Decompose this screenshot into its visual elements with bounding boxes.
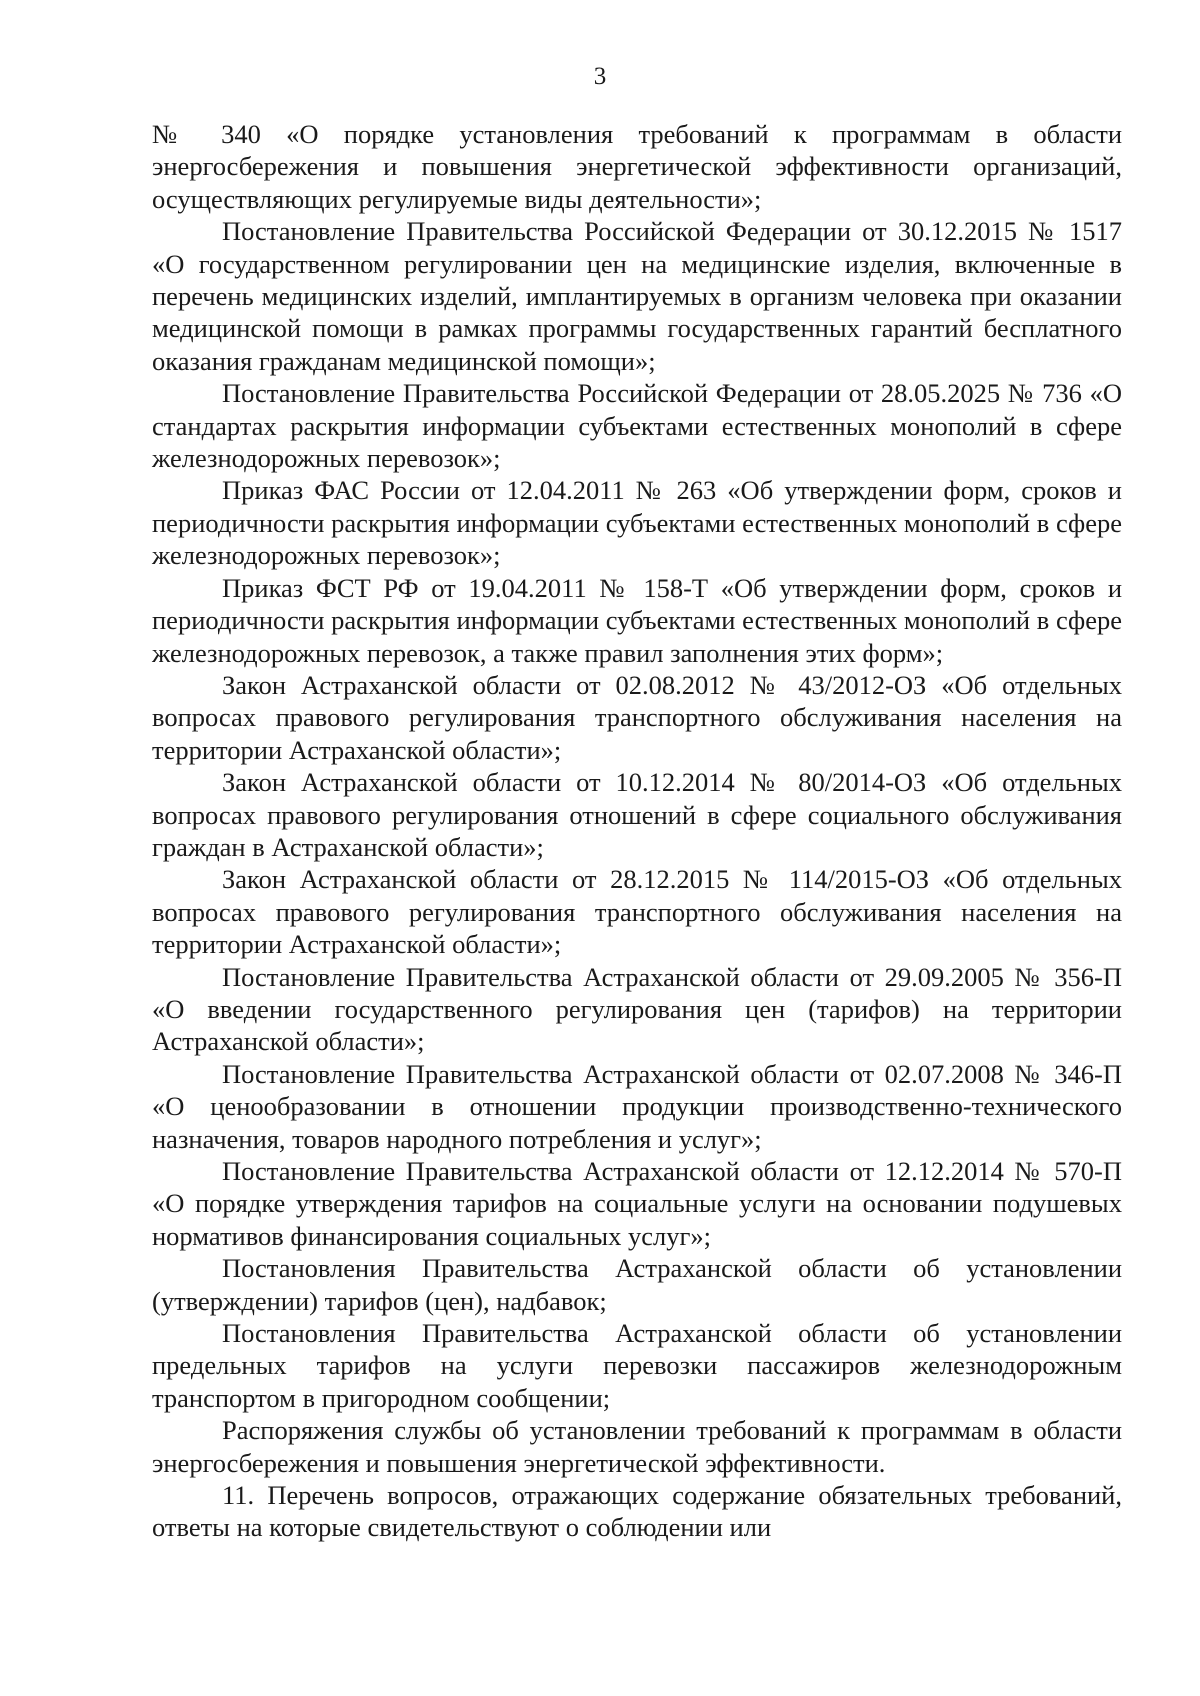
- paragraph: Постановление Правительства Российской Федерации от 30.12.2015 № 1517 «О государственном регулировании цен на медицинские изделия, включенные в перечень медицинских изделий, имплантируемых в организм человека при оказании медицинской помощи в рамках программы государственных гарантий бесплатного оказания гражданам медицинской помощи»;: [152, 216, 1122, 376]
- paragraph: Постановление Правительства Астраханской области от 02.07.2008 № 346-П «О ценообразовании в отношении продукции производственно-технического назначения, товаров народного потребления и услуг»;: [152, 1058, 1122, 1154]
- paragraph: Постановление Правительства Российской Федерации от 28.05.2025 № 736 «О стандартах раскрытия информации субъектами естественных монополий в сфере железнодорожных перевозок»;: [152, 378, 1122, 474]
- paragraph: Постановления Правительства Астраханской области об установлении предельных тарифов на услуги перевозки пассажиров железнодорожным транспортом в пригородном сообщении;: [152, 1318, 1122, 1413]
- paragraph: Закон Астраханской области от 02.08.2012 № 43/2012-ОЗ «Об отдельных вопросах правового регулирования транспортного обслуживания населения на территории Астраханской области»;: [152, 669, 1122, 765]
- paragraph: Приказ ФСТ РФ от 19.04.2011 № 158-Т «Об утверждении форм, сроков и периодичности раскрытия информации субъектами естественных монополий в сфере железнодорожных перевозок, а также правил заполнения этих форм»;: [152, 572, 1122, 668]
- page-number: 3: [593, 63, 607, 90]
- paragraph: Закон Астраханской области от 10.12.2014 № 80/2014-ОЗ «Об отдельных вопросах правового регулирования отношений в сфере социального обслуживания граждан в Астраханской области»;: [152, 767, 1122, 862]
- document-body: [152, 118, 1122, 1544]
- paragraph: Постановление Правительства Астраханской области от 12.12.2014 № 570-П «О порядке утверждения тарифов на социальные услуги на основании подушевых нормативов финансирования социальных услуг»;: [152, 1156, 1122, 1251]
- paragraph: Приказ ФАС России от 12.04.2011 № 263 «Об утверждении форм, сроков и периодичности раскрытия информации субъектами естественных монополий в сфере железнодорожных перевозок»;: [152, 475, 1122, 571]
- paragraph: № 340 «О порядке установления требований к программам в области энергосбережения и повышения энергетической эффективности организаций, осуществляющих регулируемые виды деятельности»;: [152, 119, 1122, 214]
- paragraph: Закон Астраханской области от 28.12.2015 № 114/2015-ОЗ «Об отдельных вопросах правового регулирования транспортного обслуживания населения на территории Астраханской области»;: [152, 864, 1122, 960]
- paragraph: Постановление Правительства Астраханской области от 29.09.2005 № 356-П «О введении государственного регулирования цен (тарифов) на территории Астраханской области»;: [152, 961, 1122, 1057]
- paragraph: 11. Перечень вопросов, отражающих содержание обязательных требований, ответы на которые свидетельствуют о соблюдении или: [152, 1480, 1122, 1543]
- paragraph: Распоряжения службы об установлении требований к программам в области энергосбережения и повышения энергетической эффективности.: [152, 1415, 1122, 1478]
- paragraph: Постановления Правительства Астраханской области об установлении (утверждении) тарифов (цен), надбавок;: [152, 1253, 1122, 1316]
